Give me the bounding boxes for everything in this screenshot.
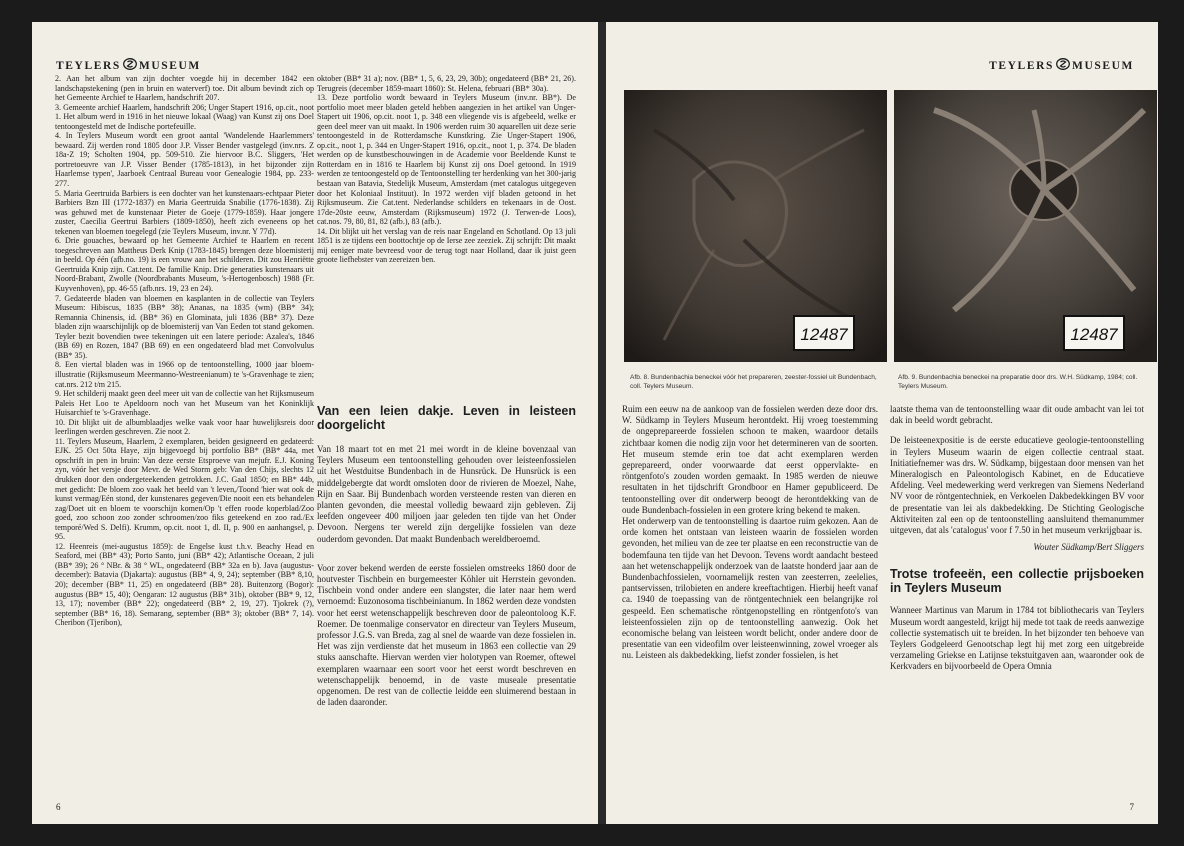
footnote: 6. Drie gouaches, bewaard op het Gemeente Archief te Haarlem en recent toegeschreven aan Mattheus Derk Knip (1783-1845) brengen deze bloemisterij in beeld. Op één (afb.no. 19) is een vrouw aan het schilderen. Dit zou Henriëtte Geertruida Knip zijn. Cat.tent. De familie Knip. Drie generaties kunstenaars uit Noord-Brabant, Zwolle (Noordbrabants Museum, 's-Hertogenbosch) 1988 (Fr. Kuyvenhoven), pp. 46-55 (afb.nrs. 19, 23 en 24).: [55, 236, 314, 294]
author-signature: Wouter Südkamp/Bert Sliggers: [1033, 542, 1144, 553]
article-paragraph: Voor zover bekend werden de eerste fossielen omstreeks 1860 door de houtvester Tischbein en burgemeester Köhler uit Herrstein gevonden. Tischbein vond onder andere een slangster, die later naar hem werd vernoemd: Euzonosoma tischbeinianum. In 1862 werden deze vondsten voor het eerst wetenschappelijk beschreven door de paleontoloog K.F. Roemer. De toenmalige conservator en directeur van Teylers Museum, professor J.G.S. van Breda, zag al snel de waarde van deze fossielen in. Het was zijn verdienste dat het museum in 1863 een collectie van 29 stuks aanschafte. Hiervan werden vier holotypen van Roemer, oftewel exemplaren waarnaar een soort voor het eerst wordt beschreven en wetenschappelijk benoemd, in de vaste museale presentatie opgenomen. De rest van de collectie leidde een sluimerend bestaan in de laden daaronder.: [317, 562, 576, 708]
figure-caption-9: Afb. 9. Bundenbachia beneckei na preparatie door drs. W.H. Südkamp, 1984; coll. Teylers Museum.: [898, 374, 1138, 390]
footnote: 8. Een viertal bladen was in 1966 op de tentoonstelling, 1000 jaar bloem-illustratie (Rijksmuseum Meermanno-Westreenianum) te 's-Gravenhage te zien; cat.nrs. 212 t/m 215.: [55, 360, 314, 389]
footnote: 9. Het schilderij maakt geen deel meer uit van de collectie van het Rijksmuseum Paleis Het Loo te Apeldoorn noch van het Museum van het Koninklijk Huisarchief te 's-Gravenhage.: [55, 389, 314, 418]
article-paragraph: laatste thema van de tentoonstelling waar dit oude ambacht van lei tot dak in beeld wordt gebracht.: [890, 404, 1144, 426]
footnote: oktober (BB* 31 a); nov. (BB* 1, 5, 6, 23, 29, 30b); ongedateerd (BB* 21, 26). Terugreis (december 1859-maart 1860): St. Helena, februari (BB* 30a).: [317, 74, 576, 93]
figure-caption-8: Afb. 8. Bundenbachia beneckei vóór het prepareren, zeester-fossiel uit Bundenbach, coll. Teylers Museum.: [630, 374, 877, 390]
notes-column-2: [317, 74, 576, 265]
article-paragraph: Ruim een eeuw na de aankoop van de fossielen werden deze door drs. W. Südkamp in Teylers Museum herontdekt. Hij vroeg toestemming de ongeprepareerde fossielen schoon te maken, waardoor details zichtbaar komen die nodig zijn voor het determineren van de soorten. Het museum stemde erin toe dat acht exemplaren werden geprepareerd, onder voorwaarde dat eerst oppervlakte- en röntgenfoto's zouden worden gemaakt. In 1985 werden de nieuwe resultaten in het tijdschrift Grondboor en Hamer gepubliceerd. De tentoonstelling over dit onderwerp beoogt de herontdekking van de oude Bundenbach-fossielen in een grotere kring bekend te maken.: [622, 404, 878, 515]
fossil-slab-image: [624, 90, 887, 362]
article-column: [317, 404, 576, 717]
footnote: 5. Maria Geertruida Barbiers is een dochter van het kunstenaars-echtpaar Pieter Barbiers Bzn III (1772-1837) en Maria Geertruida Snabilie (1776-1838). Zij was gehuwd met de kunstenaar Pieter de Goeje (1779-1859). Haar jongere zuster, Caecilia Geertrui Barbiers (1809-1850), heeft zich eveneens op het tekenen van bloemen toegelegd (zie Teylers Museum, inv.nr. Y 77d).: [55, 188, 314, 236]
article-paragraph: De leisteenexpositie is de eerste educatieve geologie-tentoonstelling in Teylers Museum waarin de eigen collectie centraal staat. Initiatiefnemer was drs. W. Südkamp, bijgestaan door mensen van het Mineralogisch en Paleontologisch Kabinet, en de Educatieve Afdeling. Veel medewerking werd verkregen van Siemens Nederland NV voor de röntgentechniek, en Verkoelen Dakbedekkingen BV voor de presentatie van lei als dakbedekking. De Stichting Geologische Aktiviteiten zal een op de tentoonstelling aansluitend themanummer uitgeven, dat als 'catalogus' voor f 7.50 in het museum verkrijgbaar is.: [890, 435, 1144, 536]
brand-text-1: TEYLERS: [56, 59, 121, 72]
right-column-1: [622, 404, 878, 671]
article-paragraph: Wanneer Martinus van Marum in 1784 tot bibliothecaris van Teylers Museum wordt aangesteld, krijgt hij mede tot taak de reeds aanwezige collectie systematisch uit te breiden. In het bijzonder ten behoeve van Teylers Godgeleerd Genootschap legt hij met zorg een uitgebreide verzameling Griekse en Latijnse tekstuitgaven aan, waaronder ook de Kerkvaders en bijvoorbeeld de Opera Omnia: [890, 605, 1144, 672]
article-paragraph: Het onderwerp van de tentoonstelling is daartoe ruim gekozen. Aan de orde komen het ontstaan van leisteen waarin de fossielen worden gevonden, het milieu van de zee ter plaatse en een reconstructie van de bodemfauna ten tijde van het Devoon. Tevens wordt aandacht besteed aan het wetenschappelijk onderzoek van de laatste honderd jaar aan de Bundenbachfossielen, voornamelijk resten van zeesterren, zeelelies, pantservissen, trilobieten en andere kreeftachtigen. Hierbij heeft vanaf ca. 1940 de toepassing van de röntgentechniek een belangrijke rol gespeeld. Een schematische röntgenopstelling en röntgenfoto's van leisteenfossielen zijn op de tentoonstelling aanwezig. Ook het economische belang van leisteen wordt belicht, onder andere door de presentatie van een videofilm over leisteenwinning, zowel vroeger als nu. Leisteen als dakbedekking, liefst zonder fossielen, is het: [622, 516, 878, 661]
left-page: [32, 22, 598, 824]
page-fold: [598, 22, 606, 824]
brand-text-2: MUSEUM: [1072, 59, 1134, 72]
fossil-photo-after: [894, 90, 1157, 362]
footnote: 13. Deze portfolio wordt bewaard in Teylers Museum (inv.nr. BB*). De portfolio moet meer bladen geteld hebben aangezien in het artikel van Unger-Stapert uit 1906, op.cit. noot 1, p. 348 een vliegende vis is afgebeeld, welke er geen deel meer van uit maakt. In 1906 werden ruim 30 aquarellen uit deze serie tentoongesteld in de Rotterdamsche Kunstkring. Zie Unger-Stapert 1906, op.cit., noot 1, p. 344 en Unger-Stapert 1916, op.cit., noot 1, p. 374. De bladen werden op de kunstbeschouwingen in de Academie voor Beeldende Kunst te Rotterdam en in 1816 te Haarlem bij Kunst zij ons Doel getoond. In 1919 werden ze tentoongesteld op de Tentoonstelling ter herdenking van het 300-jarig bestaan van Batavia, Stedelijk Museum, Amsterdam (met catalogus uitgegeven door het Koloniaal Instituut). In 1972 werden vijf bladen getoond in het Rijksmuseum. Zie Cat.tent. Nederlandse schilders en tekenaars in de Oost. 17de-20ste eeuw, Amsterdam (Rijksmuseum) 1972 (J. Terwen-de Loos), cat.nos. 79, 80, 81, 82 (afb.), 83 (afb.).: [317, 93, 576, 227]
article2-title: Trotse trofeeën, een collectie prijsboeken in Teylers Museum: [890, 567, 1144, 596]
footnote: 3. Gemeente archief Haarlem, handschrift 206; Unger Stapert 1916, op.cit., noot 1. Het album werd in 1916 in het nieuwe lokaal (Waag) van Kunst zij ons Doel tentoongesteld met de Indische portefeuille.: [55, 102, 314, 131]
footnote: 2. Aan het album van zijn dochter voegde hij in december 1842 een landschapstekening (pen in bruin en waterverf) toe. Dit album bevindt zich op het Gemeente Archief te Haarlem, handschrift 207.: [55, 74, 314, 103]
right-column-2: [890, 404, 1144, 682]
teyler-logo-icon: [123, 58, 137, 73]
page-number: 6: [56, 802, 61, 812]
brand-text-1: TEYLERS: [989, 59, 1054, 72]
right-page: [606, 22, 1158, 824]
footnote: 4. In Teylers Museum wordt een groot aantal 'Wandelende Haarlemmers' bewaard. Zij werden rond 1805 door J.P. Visser Bender vastgelegd (inv.nrs. Z 18a-Z 19; Scholten 1904, pp. 509-510. Zie hiervoor B.C. Sliggers, 'Het portretoeuvre van J.P. Visser Bender (1785-1813), in het bijzonder zijn Haarlemse typen', Jaarboek Centraal Bureau voor Genealogie 1984, pp. 233-277.: [55, 131, 314, 189]
teyler-logo-icon: [1056, 58, 1070, 73]
footnote: 11. Teylers Museum, Haarlem, 2 exemplaren, beiden gesigneerd en gedateerd: EJK. 25 Oct 50ta Haye, zijn bijgevoegd bij portfolio BB* (BB* 44a, met opschrift in pen in bruin: Van deze eerste Etsproeve van mejufr. E.J. Koning zyn, vóór het versje door Mevr. de Wed Storm geb: Van den Chijs, slechts 12 drukken door den ondergeteekenden getrokken. J.C. Gaal 1850; en BB* 44b, met gedicht: De bloem zoo vaak het beeld van 't leven,/Toond 'hier wat ook de kunst vermag/Eén stond, der kunstenares gegeven/Die nooit een ets behandelen zag/Doet uit en bloem te voorschijn komen/Op 't effen roode koperblad/Zoo goed, zoo schoon zoo zonder schroomen/zoo fiks geteekend en zoo rad./Ex temporé/Wed S. Delfi). Krumm, op.cit. noot 1, dl. II, p. 900 en aanhangsel, p. 95.: [55, 436, 314, 542]
article-paragraph: Van 18 maart tot en met 21 mei wordt in de kleine bovenzaal van Teylers Museum een tentoonstelling gehouden over leisteenfossielen uit het Westduitse Bundenbach in de Hunsrück. De Hunsrück is een middelgebergte dat wordt omsloten door de rivieren de Moezel, Nahe, Rijn en Saar. Bij Bundenbach worden versteende resten van dieren en planten gevonden, die meestal volledig bewaard zijn gebleven. Zij leefden ongeveer 400 miljoen jaar geleden ten tijde van het Onder Devoon. Nergens ter wereld zijn dergelijke fossielen van deze ouderdom gevonden. Dat maakt Bundenbach wereldberoemd.: [317, 444, 576, 544]
specimen-label: 12487: [1070, 325, 1118, 344]
footnote: 12. Heenreis (mei-augustus 1859): de Engelse kust t.h.v. Beachy Head en Seaford, mei (BB* 43); Porto Santo, juni (BB* 42); Atlantische Oceaan, 2 juli (BB* 39); 26 ° NBr. & 38 ° WL, ongedateerd (BB* 32a en b). Java (augustus-december): Batavia (Djakarta): augustus (BB* 4, 9, 24); september (BB* 8,10, 20); december (BB* 11, 25) en ongedateerd (BB* 28). Buitenzorg (Bogor): augustus (BB* 15, 40); Oengaran: 12 augustus (BB* 31b), oktober (BB* 9, 12, 13, 17); november (BB* 22); ongedateerd (BB* 2, 19, 27). Tjokrek (?), september (BB* 16, 18). Semarang, september (BB* 3); oktober (BB* 7, 14). Cheribon (Tjeribon),: [55, 541, 314, 628]
footnote: 14. Dit blijkt uit het verslag van de reis naar Engeland en Schotland. Op 13 juli 1851 is ze tijdens een boottochtje op de Ierse zee zeeziek. Zij schrijft: Dit maakt mij eeniger mate bevreesd voor de terug togt naar Holland, daar ik juist geen groote liefhebster van zeereizen ben.: [317, 226, 576, 265]
fossil-photo-before: [624, 90, 887, 362]
brand-text-2: MUSEUM: [138, 59, 201, 72]
specimen-label: 12487: [800, 325, 848, 344]
museum-header-right: [989, 58, 1134, 73]
footnote: 10. Dit blijkt uit de albumblaadjes welke vaak voor haar huwelijksreis door leerlingen werden geschreven. Zie noot 2.: [55, 417, 314, 437]
page-number: 7: [1129, 802, 1134, 812]
article-title: Van een leien dakje. Leven in leisteen doorgelicht: [317, 404, 576, 432]
notes-column-1: [55, 74, 314, 628]
fossil-slab-image: [894, 90, 1157, 362]
museum-header-left: [56, 58, 201, 73]
footnote: 7. Gedateerde bladen van bloemen en kasplanten in de collectie van Teylers Museum: Hibiscus, 1835 (BB* 38); Ananas, na 1835 (wm) (BB* 34); Remannia Chinensis, id. (BB* 36) en Glominata, juli 1836 (BB* 37). Deze bladen zijn waarschijnlijk op de bloemisterij van Van Eeden tot stand gekomen. Teyler bezit bovendien twee tekeningen uit een latere periode: Azalea's, 1846 (BB 69) en Rozen, 1847 (BB 69) en een ongedateerd blad met Convolvulus (BB* 35).: [55, 293, 314, 360]
